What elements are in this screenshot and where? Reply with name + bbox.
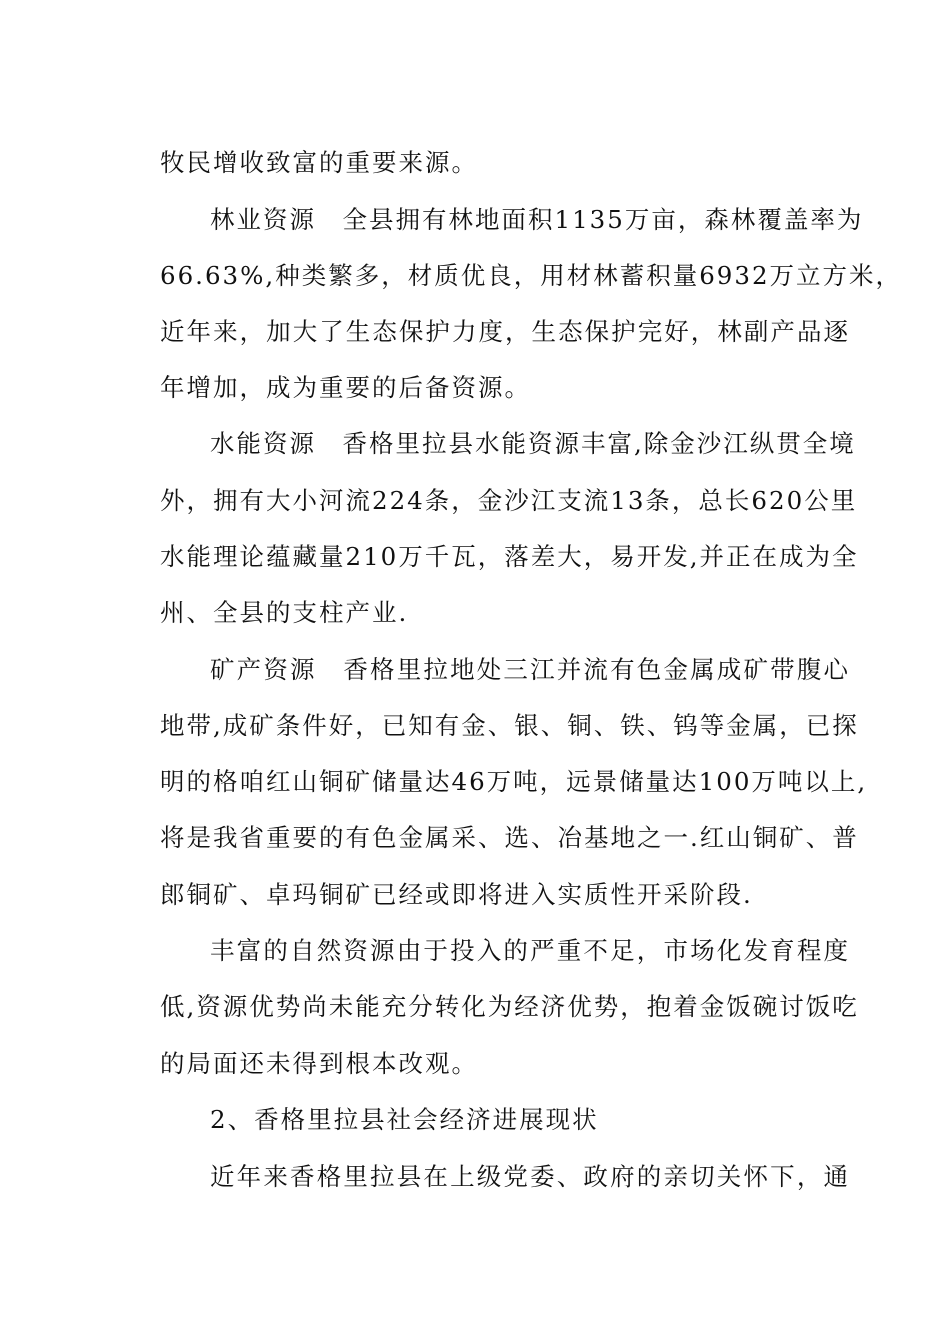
text-line-19: 近年来香格里拉县在上级党委、政府的亲切关怀下，通	[210, 1162, 850, 1191]
text-line-5: 年增加，成为重要的后备资源。	[160, 373, 531, 402]
text-line-6: 水能资源 香格里拉县水能资源丰富,除金沙江纵贯全境	[210, 429, 856, 458]
text-line-15: 丰富的自然资源由于投入的严重不足，市场化发育程度	[210, 936, 850, 965]
text-line-12: 明的格咱红山铜矿储量达46万吨，远景储量达100万吨以上,	[160, 767, 868, 796]
text-line-11: 地带,成矿条件好，已知有金、银、铜、铁、钨等金属，已探	[160, 711, 859, 740]
text-line-13: 将是我省重要的有色金属采、选、冶基地之一.红山铜矿、普	[160, 823, 859, 852]
text-line-16: 低,资源优势尚未能充分转化为经济优势，抱着金饭碗讨饭吃	[160, 992, 859, 1021]
section-heading: 2、香格里拉县社会经济进展现状	[210, 1105, 599, 1134]
text-line-4: 近年来，加大了生态保护力度，生态保护完好，林副产品逐	[160, 317, 850, 346]
text-line-2: 林业资源 全县拥有林地面积1135万亩，森林覆盖率为	[210, 205, 864, 234]
text-line-14: 郎铜矿、卓玛铜矿已经或即将进入实质性开采阶段.	[160, 880, 753, 909]
text-line-10: 矿产资源 香格里拉地处三江并流有色金属成矿带腹心	[210, 655, 850, 684]
text-line-9: 州、全县的支柱产业.	[160, 598, 409, 627]
text-line-8: 水能理论蕴藏量210万千瓦，落差大，易开发,并正在成为全	[160, 542, 859, 571]
text-line-7: 外，拥有大小河流224条，金沙江支流13条，总长620公里	[160, 486, 858, 515]
text-line-17: 的局面还未得到根本改观。	[160, 1049, 478, 1078]
text-line-1: 牧民增收致富的重要来源。	[160, 148, 478, 177]
text-line-3: 66.63%,种类繁多，材质优良，用材林蓄积量6932万立方米，	[160, 261, 903, 290]
